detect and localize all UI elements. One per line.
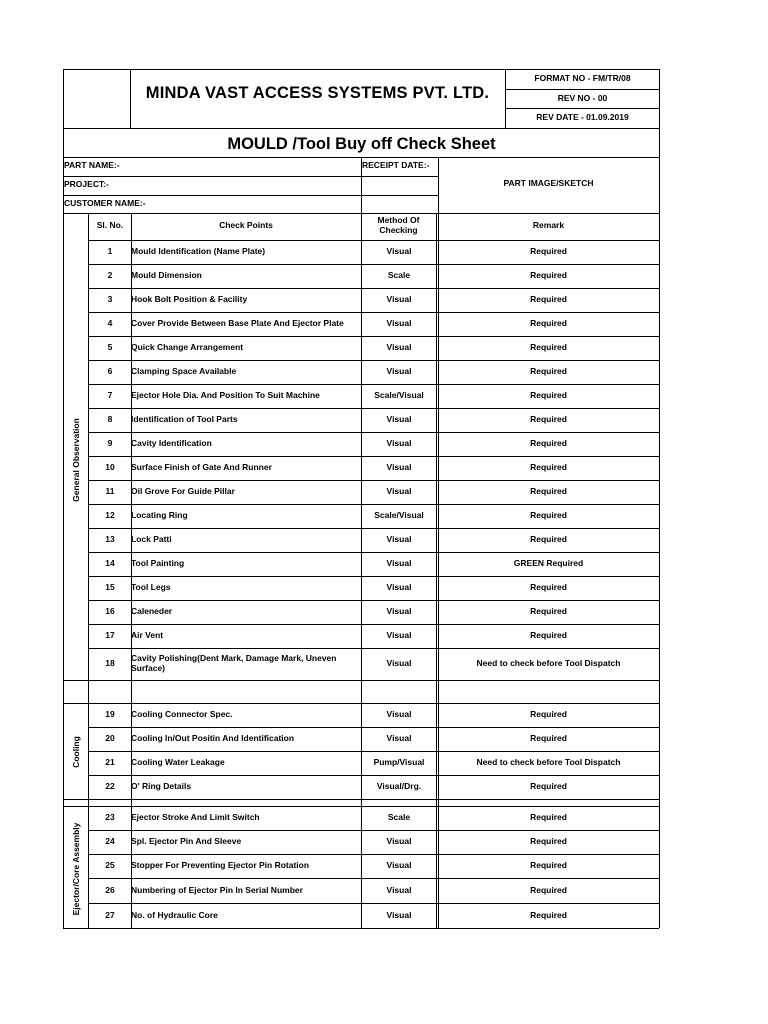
row-method: Scale/Visual: [374, 510, 424, 520]
row-remark: Required: [530, 414, 567, 424]
grid-line: [505, 89, 659, 90]
grid-line: [88, 288, 659, 289]
grid-line: [63, 176, 438, 177]
row-number: 15: [105, 582, 115, 592]
rev-date: REV DATE - 01.09.2019: [536, 112, 629, 122]
row-method: Visual/Drg.: [376, 781, 422, 791]
grid-line: [88, 727, 659, 728]
row-check-point: Stopper For Preventing Ejector Pin Rotation: [131, 860, 310, 870]
row-method: Visual: [386, 582, 412, 592]
row-method: Visual: [386, 246, 412, 256]
row-method: Visual: [386, 462, 412, 472]
grid-line: [88, 854, 659, 855]
grid-line: [659, 69, 660, 928]
col-sl-no: Sl. No.: [96, 220, 124, 230]
row-remark: Required: [530, 884, 567, 895]
row-check-point: Oil Grove For Guide Pillar: [131, 486, 235, 496]
row-number: 17: [105, 630, 115, 640]
sheet-title: MOULD /Tool Buy off Check Sheet: [227, 135, 496, 153]
row-remark: Required: [530, 630, 567, 640]
row-number: 4: [107, 318, 113, 328]
row-remark: Required: [530, 709, 567, 719]
grid-line: [88, 903, 659, 904]
row-number: 14: [105, 558, 115, 568]
grid-line: [436, 213, 437, 928]
row-remark: Required: [530, 733, 567, 743]
part-name-label: PART NAME:-: [64, 160, 120, 170]
row-check-point: Ejector Hole Dia. And Position To Suit Machine: [131, 390, 320, 400]
grid-line: [88, 360, 659, 361]
row-method: Visual: [386, 294, 412, 304]
row-number: 12: [105, 510, 115, 520]
row-method: Visual: [386, 366, 412, 376]
grid-line: [88, 264, 659, 265]
grid-line: [438, 157, 439, 928]
grid-line: [88, 552, 659, 553]
row-check-point: Quick Change Arrangement: [131, 342, 244, 352]
row-check-point: Locating Ring: [131, 510, 188, 520]
grid-line: [88, 528, 659, 529]
customer-name-label: CUSTOMER NAME:-: [64, 198, 146, 208]
row-remark: Required: [530, 246, 567, 256]
grid-line: [63, 128, 659, 129]
row-method: Visual: [386, 342, 412, 352]
row-number: 7: [107, 390, 113, 400]
grid-line: [88, 240, 659, 241]
row-remark: Required: [530, 318, 567, 328]
row-method: Visual: [386, 733, 412, 743]
row-number: 13: [105, 534, 115, 544]
row-remark: Required: [530, 781, 567, 791]
grid-line: [130, 69, 131, 128]
row-number: 6: [107, 366, 113, 376]
row-check-point: Mould Dimension: [131, 270, 202, 280]
section-ejector-core: Ejector/Core Assembly: [71, 822, 81, 916]
row-number: 22: [105, 781, 115, 791]
row-check-point: Lock Patti: [131, 534, 172, 544]
row-check-point: Spl. Ejector Pin And Sleeve: [131, 836, 242, 846]
row-remark: Required: [530, 836, 567, 846]
row-remark: Required: [530, 342, 567, 352]
grid-line: [88, 576, 659, 577]
row-method: Visual: [386, 836, 412, 846]
rev-no: REV NO - 00: [557, 93, 608, 103]
row-remark: Required: [530, 294, 567, 304]
row-number: 26: [105, 884, 115, 895]
row-method: Scale/Visual: [374, 390, 424, 400]
receipt-date-label: RECEIPT DATE:-: [362, 160, 430, 170]
grid-line: [88, 213, 89, 928]
row-check-point: Surface Finish of Gate And Runner: [131, 462, 272, 472]
row-number: 2: [107, 270, 113, 280]
row-method: Visual: [386, 414, 412, 424]
row-remark: GREEN Required: [513, 558, 584, 568]
grid-line: [88, 456, 659, 457]
row-number: 1: [107, 246, 113, 256]
grid-line: [63, 680, 88, 681]
row-number: 9: [107, 438, 113, 448]
row-method: Scale: [387, 812, 411, 822]
row-check-point: Ejector Stroke And Limit Switch: [131, 812, 260, 822]
grid-line: [63, 195, 438, 196]
row-remark: Need to check before Tool Dispatch: [476, 757, 621, 767]
row-number: 11: [105, 486, 115, 496]
grid-line: [88, 504, 659, 505]
grid-line: [88, 878, 659, 879]
row-number: 16: [105, 606, 115, 616]
row-method: Visual: [386, 658, 412, 668]
col-remark: Remark: [532, 220, 565, 230]
grid-line: [63, 69, 659, 70]
row-method: Visual: [386, 438, 412, 448]
row-method: Visual: [386, 558, 412, 568]
row-check-point: Hook Bolt Position & Facility: [131, 294, 248, 304]
row-number: 10: [105, 462, 115, 472]
row-check-point: Cooling In/Out Positin And Identification: [131, 733, 295, 743]
row-method: Visual: [386, 860, 412, 870]
row-method: Visual: [386, 909, 412, 920]
grid-line: [88, 806, 659, 807]
section-general-observation: General Observation: [71, 418, 81, 502]
row-method: Visual: [386, 606, 412, 616]
project-label: PROJECT:-: [64, 179, 109, 189]
row-number: 25: [105, 860, 115, 870]
row-method: Visual: [386, 884, 412, 895]
row-check-point: Cover Provide Between Base Plate And Ejector Plate: [131, 318, 344, 328]
row-number: 8: [107, 414, 113, 424]
grid-line: [131, 213, 132, 928]
grid-line: [88, 384, 659, 385]
grid-line: [88, 648, 659, 649]
row-check-point: Clamping Space Available: [131, 366, 237, 376]
grid-line: [88, 480, 659, 481]
row-method: Visual: [386, 486, 412, 496]
row-check-point: O' Ring Details: [131, 781, 192, 791]
grid-line: [88, 336, 659, 337]
grid-line: [88, 408, 659, 409]
row-check-point: Numbering of Ejector Pin In Serial Number: [131, 884, 303, 895]
company-name: MINDA VAST ACCESS SYSTEMS PVT. LTD.: [145, 84, 490, 102]
grid-line: [63, 703, 88, 704]
grid-line: [63, 928, 659, 929]
row-check-point: Identification of Tool Parts: [131, 414, 238, 424]
row-remark: Required: [530, 270, 567, 280]
grid-line: [505, 69, 506, 128]
row-remark: Required: [530, 366, 567, 376]
row-method: Visual: [386, 534, 412, 544]
grid-line: [361, 157, 362, 213]
section-cooling: Cooling: [71, 736, 81, 768]
grid-line: [88, 751, 659, 752]
row-number: 18: [105, 658, 115, 668]
row-check-point: Tool Legs: [131, 582, 171, 592]
row-check-point: Air Vent: [131, 630, 164, 640]
row-remark: Required: [530, 534, 567, 544]
row-remark: Required: [530, 582, 567, 592]
row-check-point: Mould Identification (Name Plate): [131, 246, 266, 256]
row-remark: Required: [530, 909, 567, 920]
row-method: Scale: [387, 270, 411, 280]
grid-line: [88, 775, 659, 776]
row-remark: Required: [530, 390, 567, 400]
row-remark: Required: [530, 438, 567, 448]
row-method: Visual: [386, 318, 412, 328]
row-remark: Required: [530, 812, 567, 822]
grid-line: [361, 213, 362, 928]
row-check-point: Caleneder: [131, 606, 173, 616]
row-check-point: Cooling Water Leakage: [131, 757, 225, 767]
row-check-point: Cavity Identification: [131, 438, 212, 448]
grid-line: [88, 432, 659, 433]
row-method: Pump/Visual: [373, 757, 425, 767]
grid-line: [88, 830, 659, 831]
row-number: 3: [107, 294, 113, 304]
row-remark: Required: [530, 510, 567, 520]
row-remark: Required: [530, 486, 567, 496]
row-number: 19: [105, 709, 115, 719]
grid-line: [505, 108, 659, 109]
row-check-point: Cavity Polishing(Dent Mark, Damage Mark, Uneven Surface): [131, 653, 337, 673]
row-remark: Required: [530, 606, 567, 616]
grid-line: [88, 312, 659, 313]
row-method: Visual: [386, 630, 412, 640]
grid-line: [88, 600, 659, 601]
grid-line: [88, 680, 659, 681]
row-check-point: No. of Hydraulic Core: [131, 909, 218, 920]
row-number: 24: [105, 836, 115, 846]
row-number: 21: [105, 757, 115, 767]
row-remark: Need to check before Tool Dispatch: [476, 658, 621, 668]
row-number: 23: [105, 812, 115, 822]
row-method: Visual: [386, 709, 412, 719]
row-number: 5: [107, 342, 113, 352]
format-no: FORMAT NO - FM/TR/08: [534, 73, 631, 83]
row-check-point: Cooling Connector Spec.: [131, 709, 233, 719]
grid-line: [88, 624, 659, 625]
part-image-label: PART IMAGE/SKETCH: [503, 178, 594, 188]
col-check-points: Check Points: [219, 220, 273, 230]
row-check-point: Tool Painting: [131, 558, 185, 568]
row-number: 27: [105, 909, 115, 920]
grid-line: [63, 799, 659, 800]
row-remark: Required: [530, 860, 567, 870]
row-number: 20: [105, 733, 115, 743]
row-remark: Required: [530, 462, 567, 472]
col-method: Method Of Checking: [377, 215, 420, 235]
grid-line: [88, 703, 659, 704]
